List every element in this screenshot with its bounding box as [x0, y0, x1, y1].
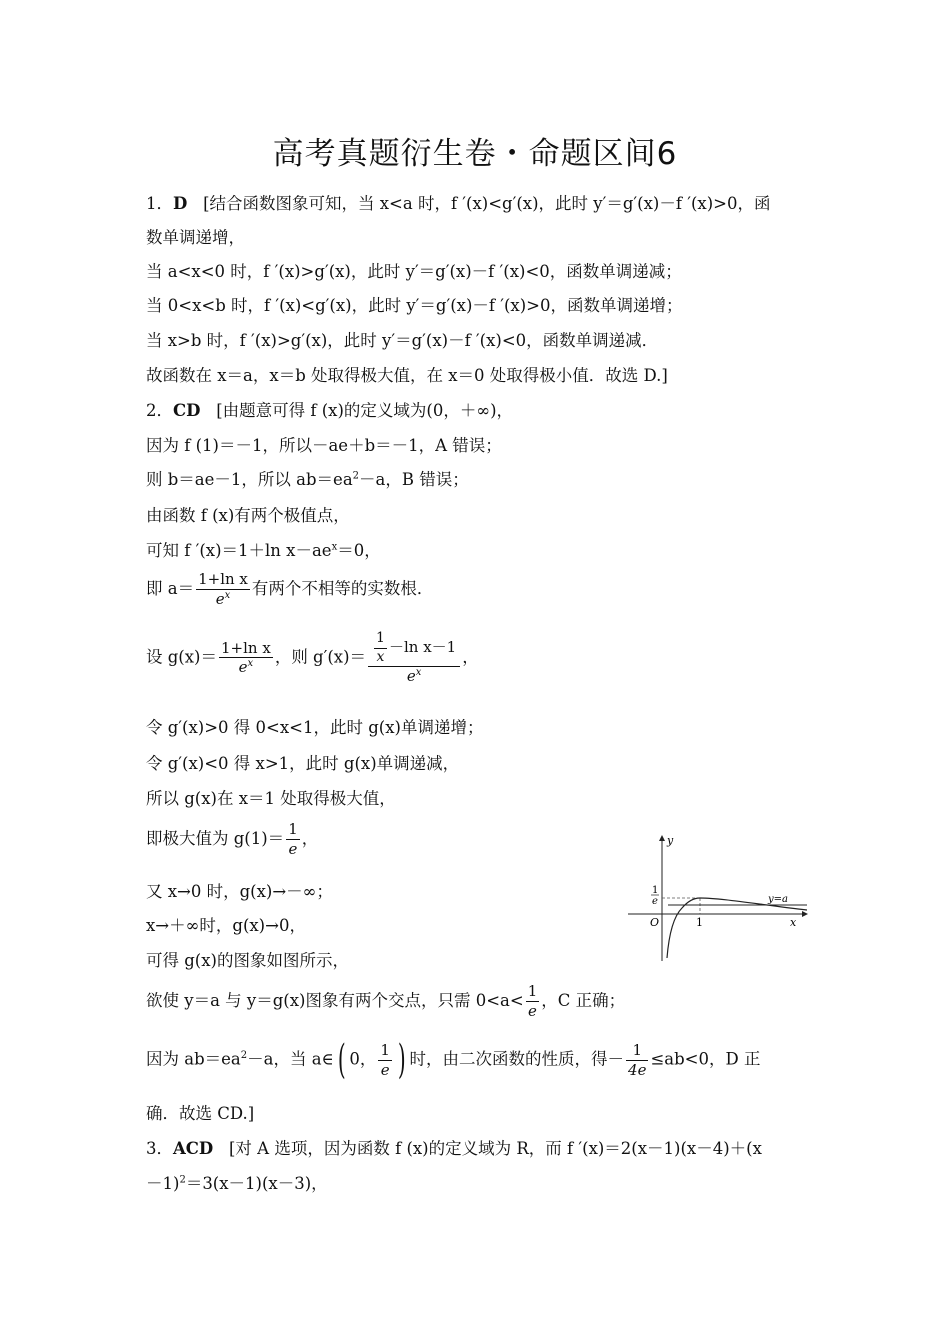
- q2-frac-11-num: 1: [288, 820, 298, 838]
- q2-sup-16: 2: [240, 1050, 248, 1061]
- q2-frac-7b-den-e: e: [406, 667, 416, 685]
- q1-line-5: 当 x>b 时，f ′(x)>g′(x)，此时 y′＝g′(x)－f ′(x)<0，函数单调递减．: [146, 331, 659, 350]
- q2-text-1: [由题意可得 f (x)的定义域为(0，＋∞)，: [216, 401, 514, 420]
- q2-text-7b: ，则 g′(x)＝: [274, 647, 367, 667]
- q1-line-3: 当 a<x<0 时，f ′(x)>g′(x)，此时 y′＝g′(x)－f ′(x)<0，函数单调递减；: [146, 262, 682, 281]
- q2-text-16a: 因为 ab＝ea: [146, 1049, 241, 1069]
- q2-line-5: [146, 537, 381, 561]
- q2-answer: CD: [173, 401, 201, 420]
- q2-line-2: 因为 f (1)＝－1，所以－ae＋b＝－1，A 错误；: [146, 436, 502, 455]
- q1-line-1: [146, 190, 770, 214]
- q2-fraction-7b: [368, 630, 460, 686]
- y-axis-label: y: [667, 834, 674, 847]
- q2-frac-6-num: 1+ln x: [198, 570, 248, 588]
- q2-line-11: [146, 820, 318, 859]
- q1-text-1a: [结合函数图象可知，当 x<a 时，f ′(x)<g′(x)，此时 y′＝g′(x)－f ′(x)>0，函: [203, 194, 771, 213]
- q2-fraction-6: [196, 570, 250, 609]
- y-equals-a-label: y=a: [768, 894, 788, 905]
- q2-frac-11-den: e: [288, 839, 298, 858]
- q2-text-5a: 可知 f ′(x)＝1＋ln x－ae: [146, 541, 332, 560]
- q2-line-15: [146, 982, 625, 1021]
- page-title: 高考真题衍生卷・命题区间6: [272, 136, 678, 172]
- q2-frac-16b-den: 4e: [628, 1060, 647, 1079]
- q2-fraction-15: [526, 982, 540, 1021]
- q2-frac-7a-num: 1+ln x: [221, 638, 271, 657]
- frac-label-den: e: [652, 896, 658, 907]
- tick-1-label: 1: [696, 916, 703, 929]
- q2-frac-6-den: [196, 590, 250, 609]
- q2-fraction-16b: [626, 1041, 648, 1080]
- q2-sup-5: x: [331, 541, 338, 553]
- q2-text-5b: ＝0，: [337, 541, 381, 560]
- q2-text-15a: 欲使 y＝a 与 y＝g(x)图象有两个交点，只需 0<a<: [146, 990, 524, 1010]
- q2-frac-15-den: e: [528, 1001, 537, 1020]
- q2-number: 2．: [146, 401, 173, 420]
- q2-line-14: 可得 g(x)的图象如图所示，: [146, 951, 349, 970]
- origin-label: O: [650, 916, 660, 929]
- g-x-graph: [622, 828, 812, 963]
- q2-frac-15-num: 1: [527, 982, 538, 1000]
- q2-frac-6-den-sup: x: [224, 589, 231, 601]
- q2-frac-7b-num-rest: －ln x－1: [388, 638, 457, 656]
- q2-fraction-16a: [378, 1041, 392, 1080]
- q2-frac-16a-den: e: [380, 1060, 390, 1079]
- q2-frac-7b-den: [368, 667, 460, 686]
- q2-frac-6-den-e: e: [215, 589, 225, 608]
- q2-frac-7b-inner-den: x: [376, 648, 385, 665]
- q3-line-1: [146, 1135, 762, 1159]
- q2-frac-7a-den-e: e: [238, 658, 248, 677]
- q2-text-6b: 有两个不相等的实数根．: [251, 578, 434, 598]
- q2-text-16c: 0，: [349, 1049, 377, 1069]
- q2-line-1: [146, 397, 513, 421]
- q3-text-2b: ＝3(x－1)(x－3)，: [185, 1174, 328, 1193]
- q3-text-1: [对 A 选项，因为函数 f (x)的定义域为 R，而 f ′(x)＝2(x－1)(x－4)＋(x: [229, 1139, 762, 1158]
- q2-text-3a: 则 b＝ae－1，所以 ab＝ea: [146, 470, 353, 489]
- interval-left-paren: (: [337, 1037, 346, 1083]
- q2-line-6: [146, 570, 433, 609]
- q2-line-9: 令 g′(x)<0 得 x>1，此时 g(x)单调递减，: [146, 754, 460, 773]
- q2-fraction-7a: [219, 639, 273, 678]
- q2-text-7c: ，: [462, 647, 479, 667]
- q2-text-15b: ，C 正确；: [541, 990, 626, 1010]
- q3-number: 3．: [146, 1139, 173, 1158]
- q2-text-11a: 即极大值为 g(1)＝: [146, 828, 285, 848]
- frac-label-num: 1: [652, 885, 659, 896]
- q1-answer: D: [173, 194, 188, 213]
- q2-text-16b: －a，当 a∈: [247, 1049, 334, 1069]
- q2-line-7: [146, 630, 479, 686]
- q2-frac-16b-num: 1: [626, 1041, 648, 1061]
- q3-sup-2: 2: [179, 1174, 186, 1186]
- q3-answer: ACD: [173, 1139, 214, 1158]
- q2-frac-7a-den: [219, 658, 273, 677]
- q2-line-4: 由函数 f (x)有两个极值点，: [146, 506, 350, 525]
- q2-text-7a: 设 g(x)＝: [146, 647, 217, 667]
- q2-line-17: 确．故选 CD.]: [146, 1104, 255, 1123]
- q2-sup-3: 2: [352, 470, 360, 482]
- q3-text-2a: －1): [146, 1174, 180, 1193]
- q2-text-16e: ≤ab<0，D 正: [650, 1049, 761, 1069]
- q2-text-16d: 时，由二次函数的性质，得－: [409, 1049, 625, 1069]
- q2-frac-7b-inner: [374, 630, 387, 666]
- q1-line-6: 故函数在 x＝a，x＝b 处取得极大值，在 x＝0 处取得极小值．故选 D.]: [146, 366, 668, 385]
- q1-line-2: 数单调递增，: [146, 228, 245, 247]
- q2-frac-16a-num: 1: [380, 1040, 390, 1059]
- q2-line-16: [146, 1037, 761, 1083]
- q2-text-11b: ，: [301, 828, 319, 848]
- q2-frac-7b-num: [368, 630, 460, 667]
- q2-frac-7b-den-sup: x: [415, 667, 422, 678]
- x-axis-label: x: [790, 916, 797, 929]
- q2-text-6a: 即 a＝: [146, 578, 195, 598]
- g-x-curve: [667, 898, 807, 958]
- q3-line-2: [146, 1170, 328, 1194]
- q2-fraction-11: [286, 820, 300, 859]
- q2-text-3b: －a，B 错误；: [359, 470, 469, 489]
- q2-frac-7a-den-sup: x: [247, 658, 254, 670]
- q2-line-13: x→＋∞时，g(x)→0，: [146, 916, 306, 935]
- q1-number: 1．: [146, 194, 173, 213]
- q1-line-4: 当 0<x<b 时，f ′(x)<g′(x)，此时 y′＝g′(x)－f ′(x)>0，函数单调递增；: [146, 296, 683, 315]
- q2-line-10: 所以 g(x)在 x＝1 处取得极大值，: [146, 789, 396, 808]
- q2-frac-7b-inner-num: 1: [374, 630, 387, 649]
- interval-right-paren: ): [397, 1037, 406, 1083]
- q2-line-12: 又 x→0 时，g(x)→－∞；: [146, 882, 333, 901]
- q2-line-3: [146, 466, 469, 490]
- q2-line-8: 令 g′(x)>0 得 0<x<1，此时 g(x)单调递增；: [146, 718, 484, 737]
